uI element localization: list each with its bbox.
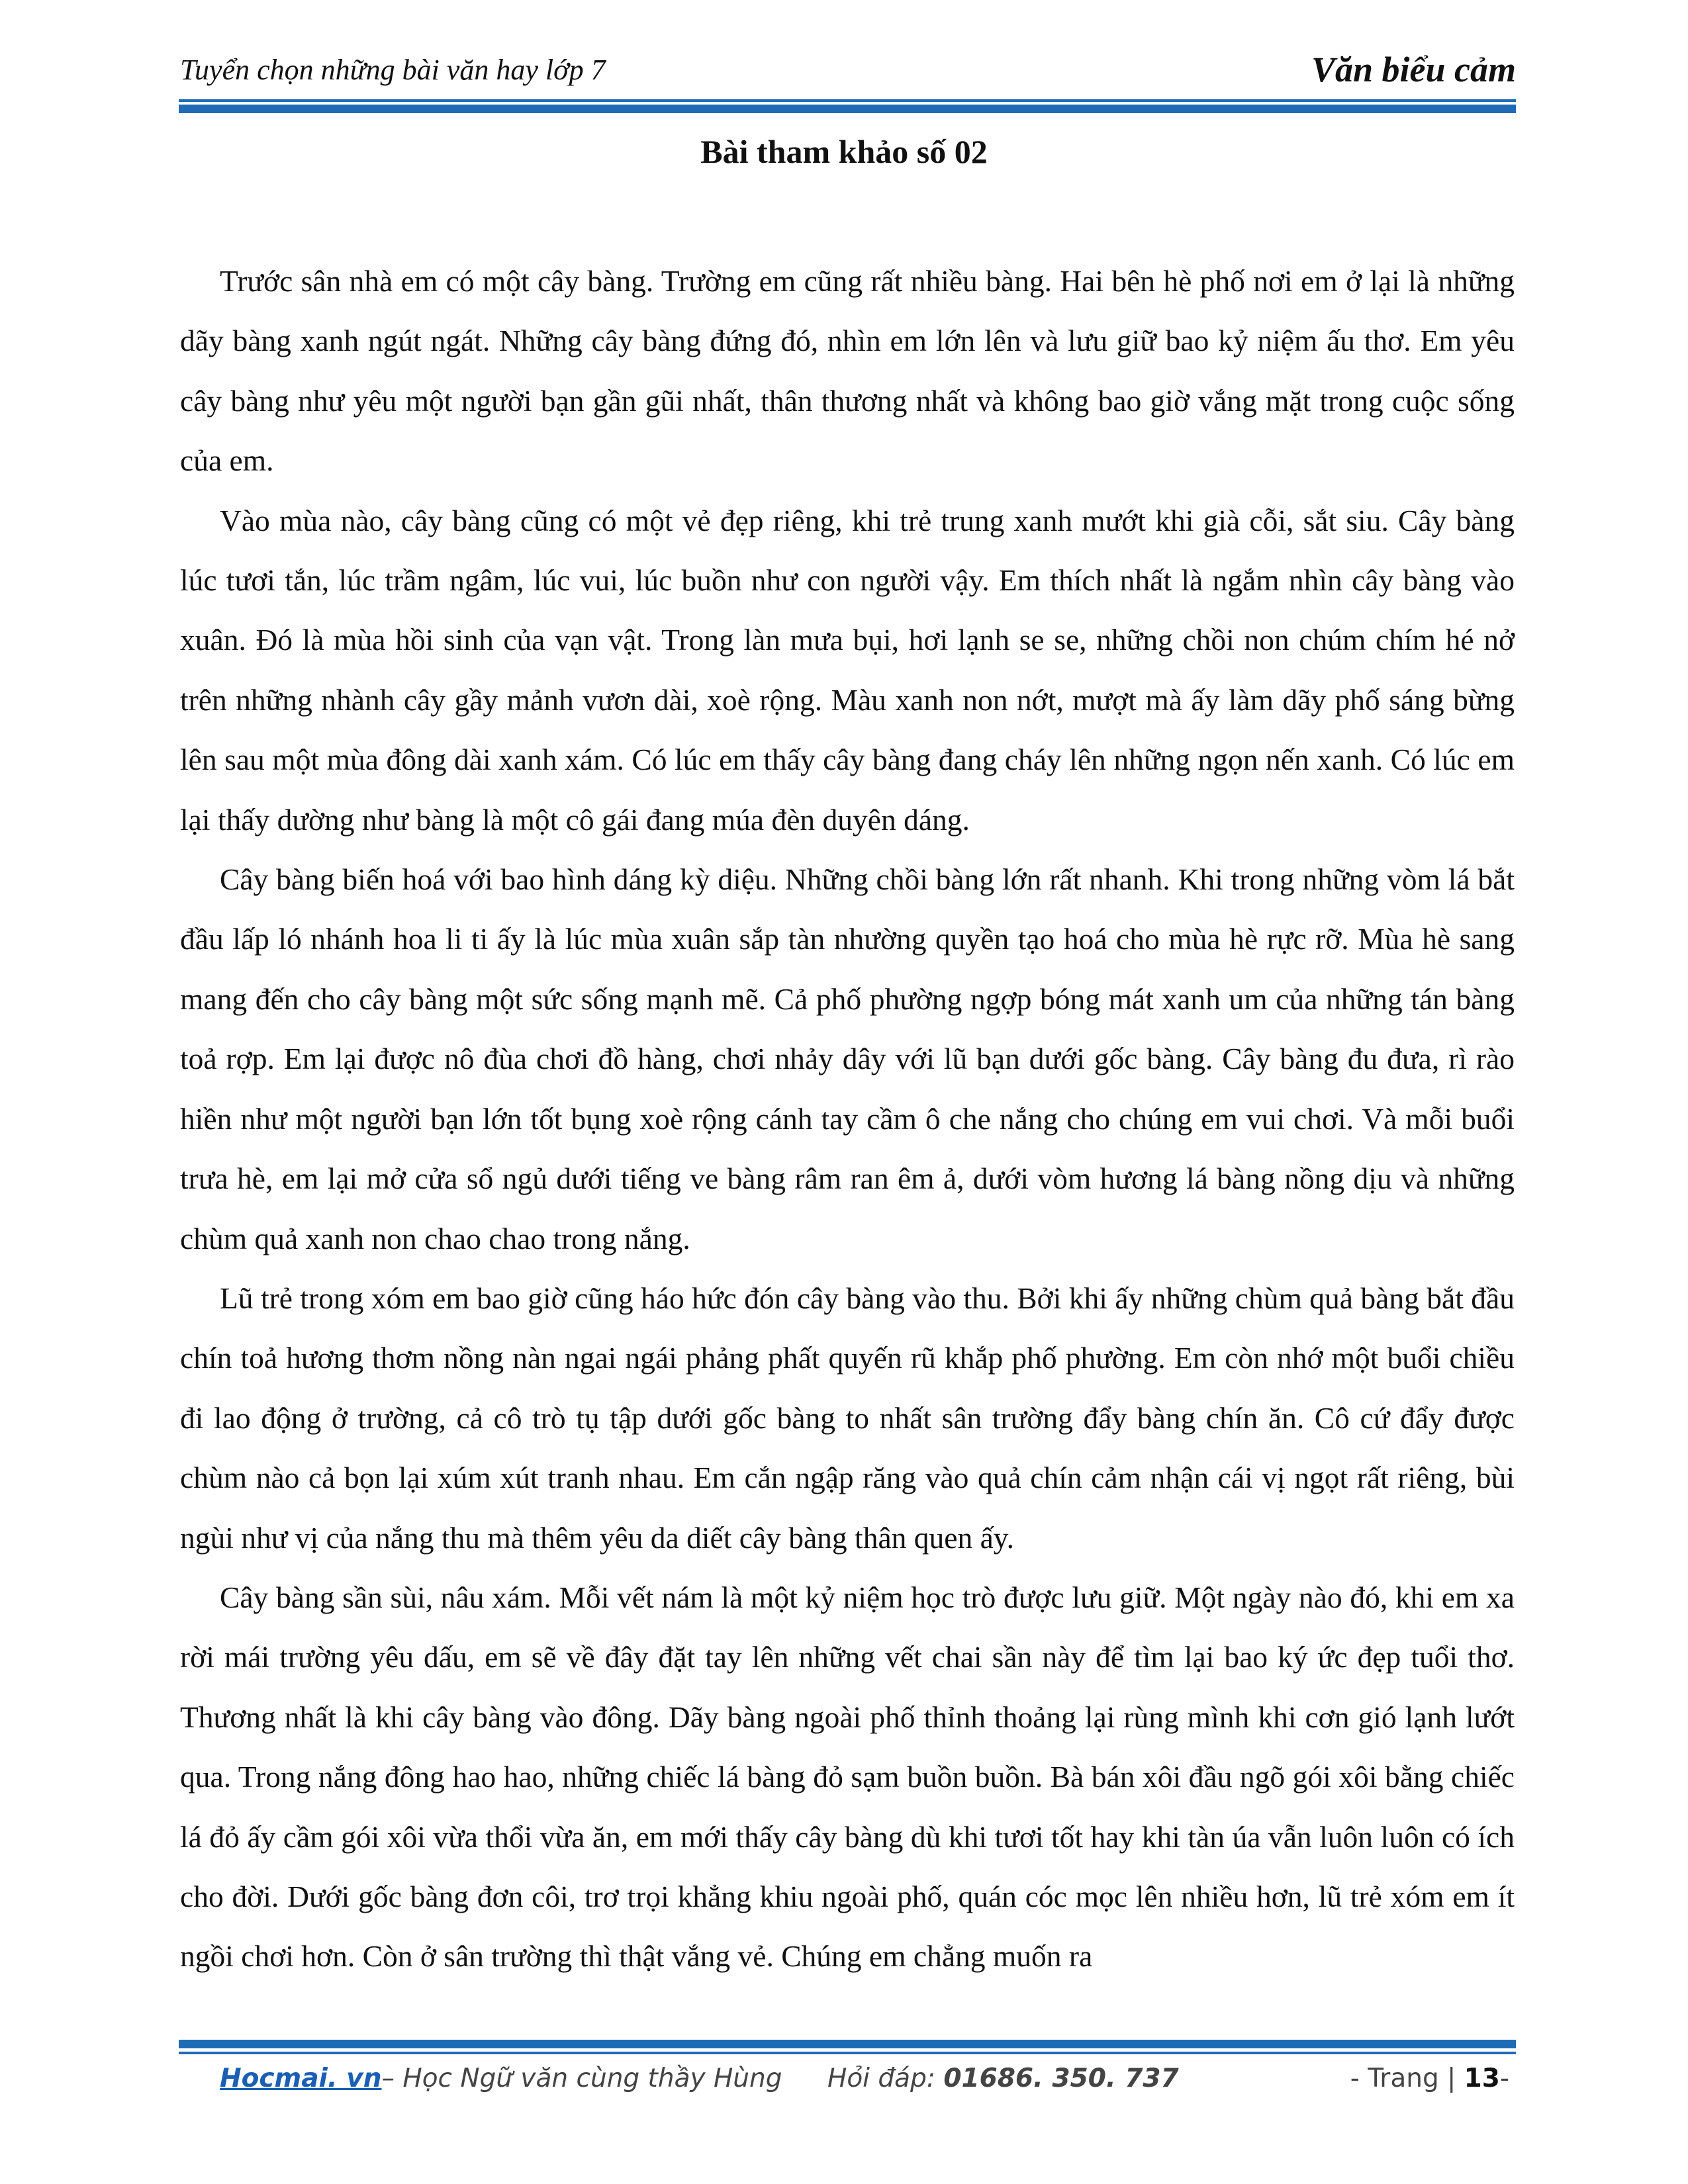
header-book-title: Tuyển chọn những bài văn hay lớp 7	[180, 54, 606, 86]
paragraph: Trước sân nhà em có một cây bàng. Trường em cũng rất nhiều bàng. Hai bên hè phố nơi em ở lại là những dãy bàng xanh ngút ngát. Những cây bàng đứng đó, nhìn em lớn lên và lưu giữ bao kỷ niệm ấu thơ. Em yêu cây bàng như yêu một người bạn gần gũi nhất, thân thương nhất và không bao giờ vắng mặt trong cuộc sống của em.	[180, 264, 1515, 478]
paragraph: Vào mùa nào, cây bàng cũng có một vẻ đẹp riêng, khi trẻ trung xanh mướt khi già cỗi, sắt siu. Cây bàng lúc tươi tắn, lúc trầm ngâm, lúc vui, lúc buồn như con người vậy. Em thích nhất là ngắm nhìn cây bàng vào xuân. Đó là mùa hồi sinh của vạn vật. Trong làn mưa bụi, hơi lạnh se se, những chồi non chúm chím hé nở trên những nhành cây gầy mảnh vươn dài, xoè rộng. Màu xanh non nớt, mượt mà ấy làm dãy phố sáng bừng lên sau một mùa đông dài xanh xám. Có lúc em thấy cây bàng đang cháy lên những ngọn nến xanh. Có lúc em lại thấy dường như bàng là một cô gái đang múa đèn duyên dáng.	[180, 503, 1515, 837]
hotline-label: Hỏi đáp:	[827, 2064, 944, 2093]
essay-body	[180, 251, 1515, 1987]
page-number: 13	[1464, 2064, 1500, 2093]
site-link[interactable]: Hocmai. vn	[220, 2064, 382, 2093]
header-section-title: Văn biểu cảm	[1311, 50, 1516, 89]
page-suffix: -	[1499, 2064, 1509, 2093]
footer-hotline	[827, 2064, 1179, 2093]
header-rule-thin	[179, 99, 1516, 102]
header-rule-thick	[179, 105, 1516, 113]
page-title: Bài tham khảo số 02	[700, 133, 988, 170]
hotline-number: 01686. 350. 737	[943, 2064, 1179, 2093]
footer-rule-thick	[179, 2040, 1516, 2048]
paragraph: Cây bàng sần sùi, nâu xám. Mỗi vết nám là một kỷ niệm học trò được lưu giữ. Một ngày nào đó, khi em xa rời mái trường yêu dấu, em sẽ về đây đặt tay lên những vết chai sần này để tìm lại bao ký ức đẹp tuổi thơ. Thương nhất là khi cây bàng vào đông. Dãy bàng ngoài phố thỉnh thoảng lại rùng mình khi cơn gió lạnh lướt qua. Trong nắng đông hao hao, những chiếc lá bàng đỏ sạm buồn buồn. Bà bán xôi đầu ngõ gói xôi bằng chiếc lá đỏ ấy cầm gói xôi vừa thổi vừa ăn, em mới thấy cây bàng dù khi tươi tốt hay khi tàn úa vẫn luôn luôn có ích cho đời. Dưới gốc bàng đơn côi, trơ trọi khẳng khiu ngoài phố, quán cóc mọc lên nhiều hơn, lũ trẻ xóm em ít ngồi chơi hơn. Còn ở sân trường thì thật vắng vẻ. Chúng em chẳng muốn ra	[180, 1580, 1515, 1974]
footer-rule-thin	[179, 2052, 1516, 2054]
page-header	[179, 41, 1516, 99]
paragraph: Cây bàng biến hoá với bao hình dáng kỳ diệu. Những chồi bàng lớn rất nhanh. Khi trong những vòm lá bắt đầu lấp ló nhánh hoa li ti ấy là lúc mùa xuân sắp tàn nhường quyền tạo hoá cho mùa hè rực rỡ. Mùa hè sang mang đến cho cây bàng một sức sống mạnh mẽ. Cả phố phường ngợp bóng mát xanh um của những tán bàng toả rợp. Em lại được nô đùa chơi đồ hàng, chơi nhảy dây với lũ bạn dưới gốc bàng. Cây bàng đu đưa, rì rào hiền như một người bạn lớn tốt bụng xoè rộng cánh tay cầm ô che nắng cho chúng em vui chơi. Và mỗi buổi trưa hè, em lại mở cửa sổ ngủ dưới tiếng ve bàng râm ran êm ả, dưới vòm hương lá bàng nồng dịu và những chùm quả xanh non chao chao trong nắng.	[180, 862, 1515, 1255]
page-prefix: - Trang |	[1350, 2064, 1464, 2093]
page-footer	[179, 2060, 1516, 2106]
footer-tagline: – Học Ngữ văn cùng thầy Hùng	[381, 2064, 782, 2093]
page-indicator	[1350, 2064, 1509, 2093]
paragraph: Lũ trẻ trong xóm em bao giờ cũng háo hức đón cây bàng vào thu. Bởi khi ấy những chùm quả bàng bắt đầu chín toả hương thơm nồng nàn ngai ngái phảng phất quyến rũ khắp phố phường. Em còn nhớ một buổi chiều đi lao động ở trường, cả cô trò tụ tập dưới gốc bàng to nhất sân trường đẩy bàng chín ăn. Cô cứ đẩy được chùm nào cả bọn lại xúm xút tranh nhau. Em cắn ngập răng vào quả chín cảm nhận cái vị ngọt rất riêng, bùi ngùi như vị của nắng thu mà thêm yêu da diết cây bàng thân quen ấy.	[180, 1281, 1515, 1555]
footer-credit	[220, 2064, 782, 2093]
